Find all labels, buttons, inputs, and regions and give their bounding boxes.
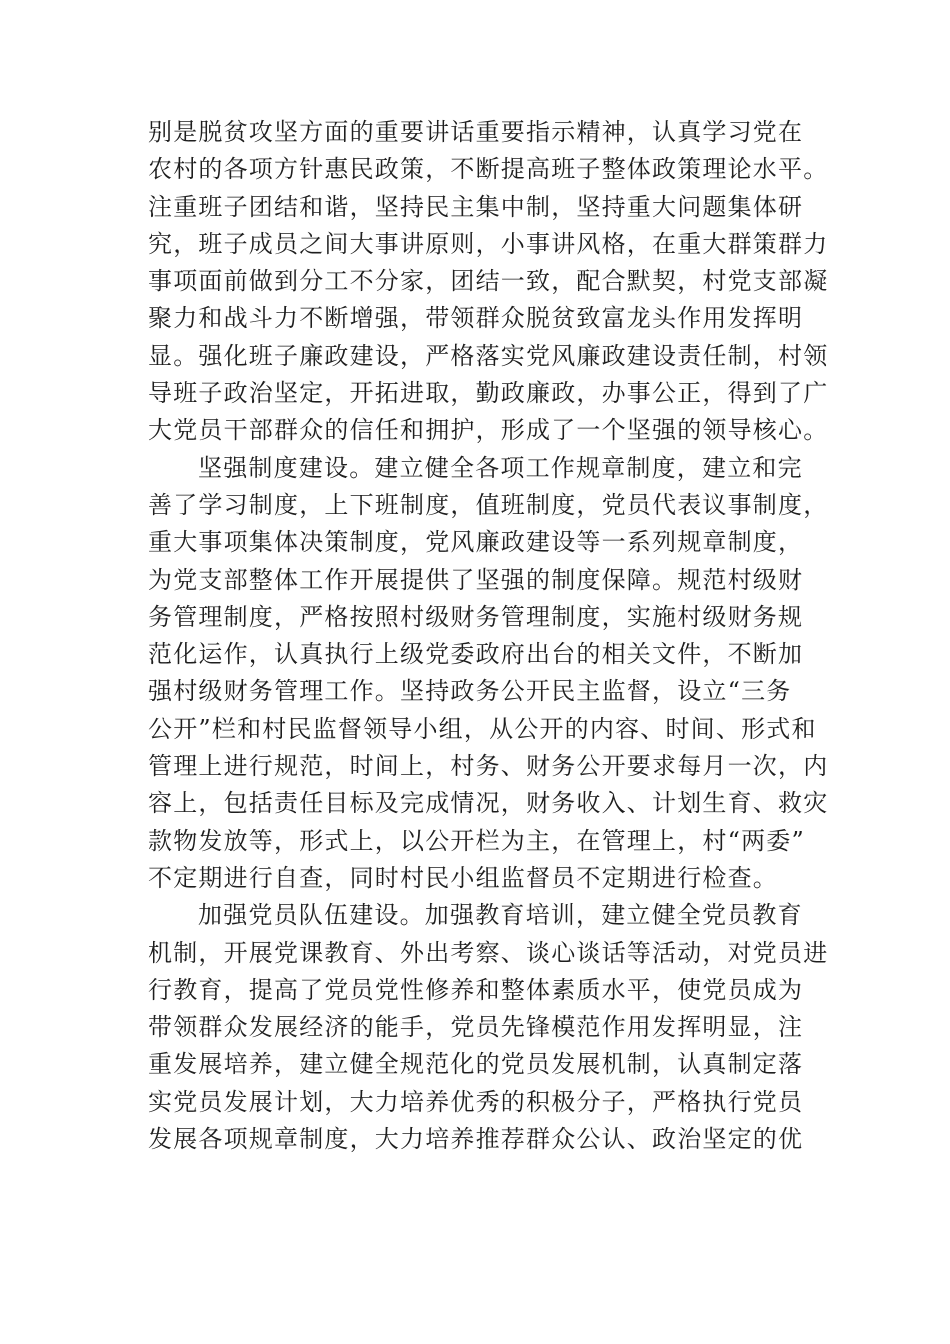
text-line: 别是脱贫攻坚方面的重要讲话重要指示精神，认真学习党在 bbox=[148, 118, 804, 146]
text-line: 重发展培养，建立健全规范化的党员发展机制，认真制定落 bbox=[148, 1050, 804, 1079]
text-line: 机制，开展党课教育、外出考察、谈心谈话等活动，对党员进 bbox=[148, 938, 829, 967]
text-line: 务管理制度，严格按照村级财务管理制度，实施村级财务规 bbox=[148, 602, 804, 631]
text-line: 为党支部整体工作开展提供了坚强的制度保障。规范村级财 bbox=[148, 565, 804, 594]
text-line: 导班子政治坚定，开拓进取，勤政廉政，办事公正，得到了广 bbox=[148, 379, 829, 408]
text-line: 容上，包括责任目标及完成情况，财务收入、计划生育、救灾 bbox=[148, 789, 829, 818]
body-text bbox=[148, 114, 829, 1158]
text-line: 注重班子团结和谐，坚持民主集中制，坚持重大问题集体研 bbox=[148, 192, 804, 221]
text-line: 带领群众发展经济的能手，党员先锋模范作用发挥明显，注 bbox=[148, 1013, 804, 1042]
text-line: 农村的各项方针惠民政策，不断提高班子整体政策理论水平。 bbox=[148, 155, 829, 184]
paragraph-first-line: 加强党员队伍建设。加强教育培训，建立健全党员教育 bbox=[198, 901, 803, 930]
text-line: 强村级财务管理工作。坚持政务公开民主监督，设立“三务 bbox=[148, 677, 792, 706]
text-line: 管理上进行规范，时间上，村务、财务公开要求每月一次，内 bbox=[148, 752, 829, 781]
text-line: 款物发放等，形式上，以公开栏为主，在管理上，村“两委” bbox=[148, 826, 805, 855]
text-line: 善了学习制度，上下班制度，值班制度，党员代表议事制度， bbox=[148, 490, 829, 519]
text-line: 实党员发展计划，大力培养优秀的积极分子，严格执行党员 bbox=[148, 1087, 804, 1116]
text-line: 不定期进行自查，同时村民小组监督员不定期进行检查。 bbox=[148, 863, 778, 892]
text-line: 聚力和战斗力不断增强，带领群众脱贫致富龙头作用发挥明 bbox=[148, 304, 804, 333]
text-line: 大党员干部群众的信任和拥护，形成了一个坚强的领导核心。 bbox=[148, 416, 829, 445]
text-line: 究，班子成员之间大事讲原则，小事讲风格，在重大群策群力 bbox=[148, 229, 829, 258]
text-line: 公开”栏和村民监督领导小组，从公开的内容、时间、形式和 bbox=[148, 714, 817, 743]
text-line: 发展各项规章制度，大力培养推荐群众公认、政治坚定的优 bbox=[148, 1125, 804, 1154]
paragraph-first-line: 坚强制度建设。建立健全各项工作规章制度，建立和完 bbox=[198, 453, 803, 482]
text-line: 范化运作，认真执行上级党委政府出台的相关文件，不断加 bbox=[148, 640, 804, 669]
text-line: 重大事项集体决策制度，党风廉政建设等一系列规章制度， bbox=[148, 528, 804, 557]
text-line: 显。强化班子廉政建设，严格落实党风廉政建设责任制，村领 bbox=[148, 341, 829, 370]
text-line: 行教育，提高了党员党性修养和整体素质水平，使党员成为 bbox=[148, 975, 804, 1004]
text-line: 事项面前做到分工不分家，团结一致，配合默契，村党支部凝 bbox=[148, 267, 829, 296]
